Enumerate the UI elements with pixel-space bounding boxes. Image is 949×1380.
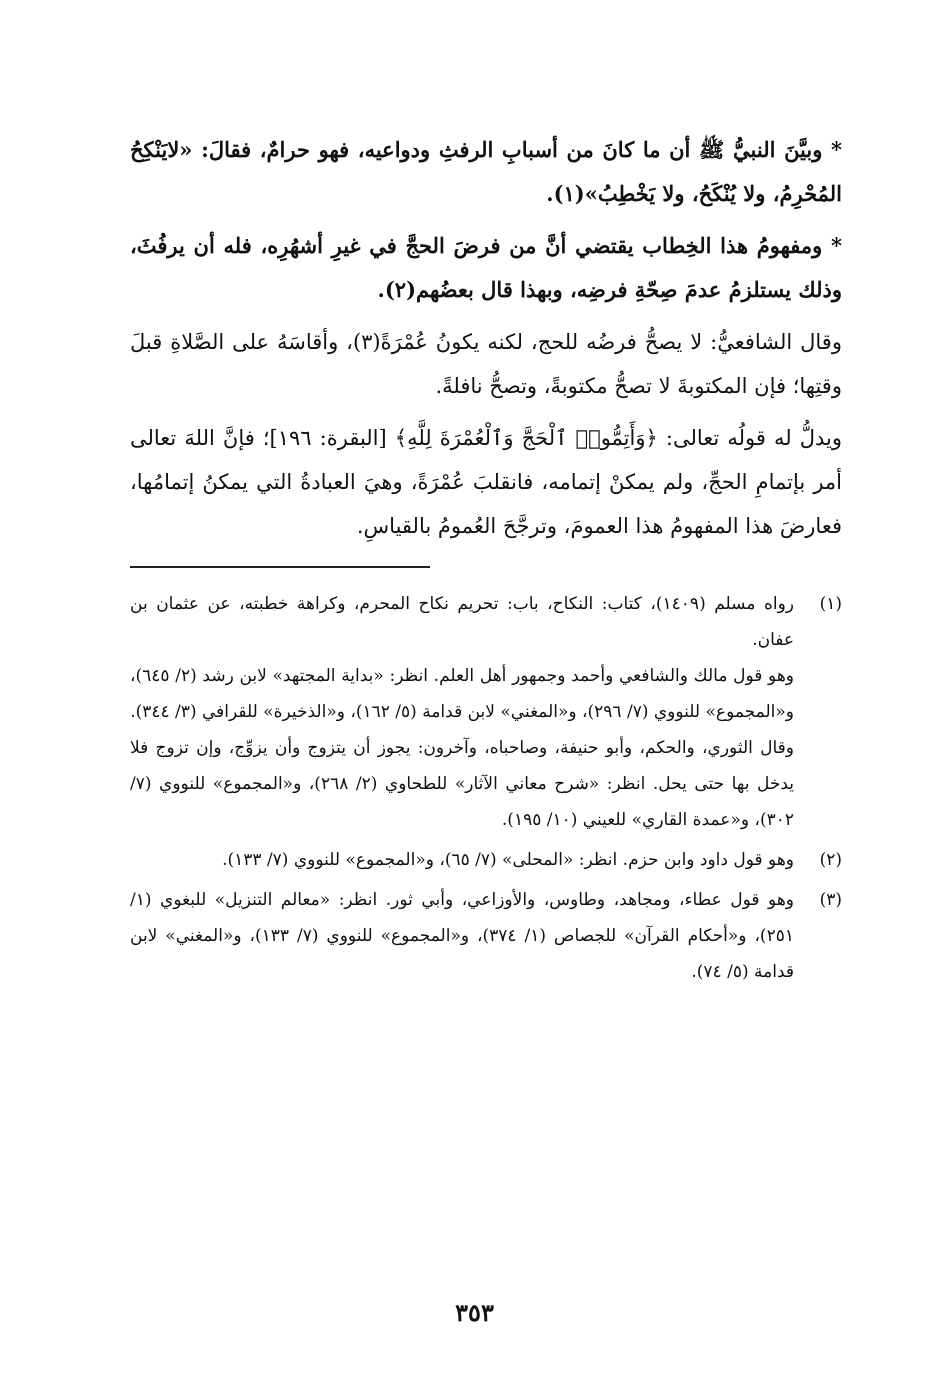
paragraph-3: وقال الشافعيُّ: لا يصحُّ فرضُه للحج، لكنه يكونُ عُمْرَةً(٣)، وأقاسَهُ على الصَّلاةِ قبلَ وقتِها؛ فإن المكتوبةَ لا تصحُّ مكتوبةً، وتصحُّ نافلةً. bbox=[130, 330, 842, 398]
paragraph-1: * وبيَّنَ النبيُّ ﷺ أن ما كانَ من أسبابِ الرفثِ ودواعيه، فهو حرامٌ، فقالَ: «لايَنْكِحُ المُحْرِمُ، ولا يُنْكَحُ، ولا يَخْطِبُ»(١). bbox=[130, 137, 842, 206]
footnote-body bbox=[130, 842, 794, 878]
footnote-number: (٢) bbox=[819, 850, 842, 870]
footnote-line: رواه مسلم (١٤٠٩)، كتاب: النكاح، باب: تحريم نكاح المحرم، وكراهة خطبته، عن عثمان بن عفان. bbox=[130, 594, 795, 650]
page-content bbox=[130, 128, 842, 994]
paragraph-4: ويدلُّ له قولُه تعالى: ﴿وَأَتِمُّوا۟ ٱلْحَجَّ وَٱلْعُمْرَةَ لِلَّهِ﴾ [البقرة: ١٩٦]؛ فإنَّ اللهَ تعالى أمر بإتمامِ الحجِّ، ولم يمكنْ إتمامه، فانقلبَ عُمْرَةً، وهيَ العبادةُ التي يمكنُ إتمامُها، فعارضَ هذا المفهومُ هذا العمومَ، وترجَّحَ العُمومُ بالقياسِ. bbox=[130, 426, 842, 538]
footnote-line: وهو قول مالك والشافعي وأحمد وجمهور أهل العلم. انظر: «بداية المجتهد» لابن رشد (٢/ ٦٤٥)، و«المجموع» للنووي (٧/ ٢٩٦)، و«المغني» لابن قدامة (٥/ ١٦٢)، و«الذخيرة» للقرافي (٣/ ٣٤٤). bbox=[130, 666, 795, 722]
footnote-number: (١) bbox=[819, 594, 842, 614]
footnote-body bbox=[130, 882, 794, 990]
footnote-line: وهو قول داود وابن حزم. انظر: «المحلى» (٧/ ٦٥)، و«المجموع» للنووي (٧/ ١٣٣). bbox=[222, 850, 794, 870]
footnote-separator bbox=[130, 566, 430, 568]
footnote-2 bbox=[130, 842, 842, 878]
footnote-1 bbox=[130, 586, 842, 838]
footnote-3 bbox=[130, 882, 842, 990]
footnote-number: (٣) bbox=[819, 890, 842, 910]
page-number: ٣٥٣ bbox=[455, 1298, 494, 1327]
footnote-line: وهو قول عطاء، ومجاهد، وطاوس، والأوزاعي، وأبي ثور. انظر: «معالم التنزيل» للبغوي (١/ ٢٥١)، و«أحكام القرآن» للجصاص (١/ ٣٧٤)، و«المجموع» للنووي (٧/ ١٣٣)، و«المغني» لابن قدامة (٥/ ٧٤). bbox=[130, 890, 794, 982]
paragraph-2: * ومفهومُ هذا الخِطاب يقتضي أنَّ من فرضَ الحجَّ في غيرِ أشهُرِه، فله أن يرفُثَ، وذلك يستلزمُ عدمَ صِحّةِ فرضِه، وبهذا قال بعضُهم(٢). bbox=[130, 233, 842, 302]
footnote-body bbox=[130, 586, 794, 838]
footnote-line: وقال الثوري، والحكم، وأبو حنيفة، وصاحباه، وآخرون: يجوز أن يتزوج وأن يزوِّج، وإن تزوج فلا يدخل بها حتى يحل. انظر: «شرح معاني الآثار» للطحاوي (٢/ ٢٦٨)، و«المجموع» للنووي (٧/ ٣٠٢)، و«عمدة القاري» للعيني (١٠/ ١٩٥). bbox=[130, 738, 794, 830]
